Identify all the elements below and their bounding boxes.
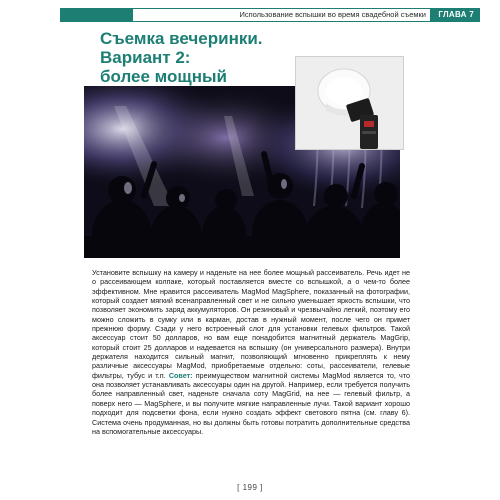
section-title-line-1: Съемка вечеринки. Вариант 2: [100, 29, 263, 67]
body-text-before-tip: Установите вспышку на камеру и наденьте на нее более мощный рассеиватель. Речь идет не о рассеивающем колпаке, который поставляется вместе со вспышкой, а о чем-то более эффективном. Мне нравится рассеиватель MagMod MagSphere, показанный на фотографии, который создает мягкий всенаправленный свет и не сильно уменьшает яркость вспышки, что позволяет экономить заряд аккумуляторов. Он резиновый и чрезвычайно легкий, поэтому его можно сложить в сумку или в карман, достав в нужный момент, после чего он примет прежнюю форму. Сзади у него встроенный слот для установки гелевых фильтров. Такой аксессуар стоит 50 долларов, но вам еще понадобится магнитный держатель MagGrip, который стоит 25 долларов и надевается на вспышку (он универсального размера). Внутри держателя находится сильный магнит, позволяющий мгновенно прикреплять к нему различные аксессуары MagMod, приобретаемые отдельно: соты, рассеиватели, гелевые фильтры, тубус и т.п. [92, 268, 410, 380]
running-title: Использование вспышки во время свадебной съемки [132, 9, 430, 21]
running-header [60, 8, 480, 22]
chapter-label: ГЛАВА 7 [438, 10, 474, 19]
flash-diffuser-illustration [296, 57, 403, 149]
flash-diffuser-photo [296, 57, 403, 149]
page-number: [ 199 ] [237, 483, 263, 492]
tip-label: Совет: [168, 370, 193, 380]
body-paragraph [92, 268, 410, 436]
section-title-line-2: более мощный [100, 67, 227, 86]
body-text-after-tip: преимуществом магнитной системы MagMod является то, что она позволяет устанавливать аксессуары один на другой. Например, если требуется получить более направленный свет, наденьте сначала соту MagGrid, на нее — гелевый фильтр, а поверх него — MagSphere, и вы получите мягкие направленные лучи. Такой вариант хорошо подходит для подсветки фона, если нужно создать эффект светового пятна (см. главу 6). Система очень продуманная, но вы должны быть готовы потратить дополнительные средства на вспомогательные аксессуары. [92, 370, 410, 436]
